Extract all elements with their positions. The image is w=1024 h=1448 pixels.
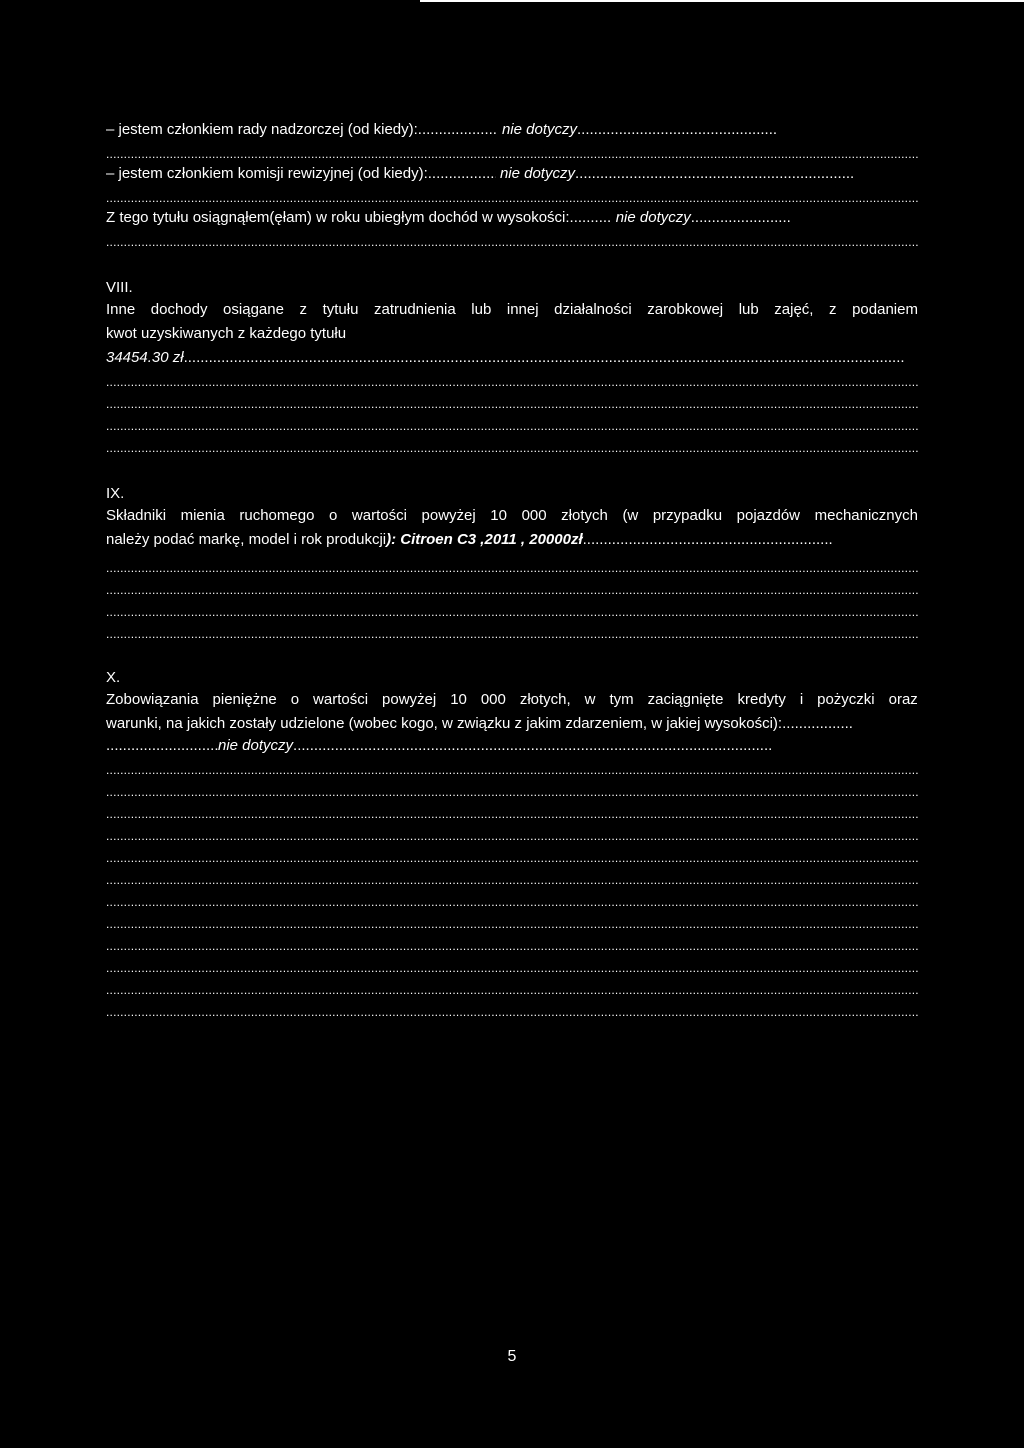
word: dochody xyxy=(150,301,208,318)
dotted-line xyxy=(106,984,918,996)
word: pojazdów xyxy=(736,507,801,524)
dotted-line xyxy=(106,420,918,432)
word: innej xyxy=(506,301,539,318)
word: wartości xyxy=(313,691,369,708)
word: pożyczki xyxy=(817,691,875,708)
komisja-rewizyjna-value: nie dotyczy xyxy=(499,165,575,182)
word: oraz xyxy=(888,691,918,708)
word: powyżej xyxy=(382,691,437,708)
section-x-line2-text: warunki, na jakich zostały udzielone (wobec kogo, w związku z jakim zdarzeniem, w jakiej wysokości): xyxy=(106,715,783,732)
dotted-line xyxy=(106,584,918,596)
section-x-line2 xyxy=(106,712,918,736)
word: pieniężne xyxy=(212,691,277,708)
dotted-line xyxy=(106,896,918,908)
dot-leader xyxy=(782,712,852,736)
word: o xyxy=(329,507,338,524)
word: tytułu xyxy=(322,301,359,318)
section-x-text xyxy=(106,688,918,736)
section-ix-line2 xyxy=(106,528,918,552)
word: 000 xyxy=(521,507,547,524)
dotted-line xyxy=(106,918,918,930)
dotted-line xyxy=(106,852,918,864)
word: 10 xyxy=(490,507,507,524)
dotted-line xyxy=(106,830,918,842)
section-x-value-line xyxy=(106,736,918,756)
word: Składniki xyxy=(106,507,167,524)
dotted-line xyxy=(106,442,918,454)
word: lub xyxy=(471,301,492,318)
word: tym xyxy=(609,691,634,708)
dochod-line xyxy=(106,208,918,228)
dochod-label: Z tego tytułu osiągnąłem(ęłam) w roku ubiegłym dochód w wysokości: xyxy=(106,209,570,226)
section-x-line1 xyxy=(106,688,918,712)
section-ix-number: IX. xyxy=(106,485,125,502)
word: mienia xyxy=(180,507,225,524)
section-viii-value-line xyxy=(106,348,918,368)
dotted-line xyxy=(106,1006,918,1018)
dotted-line xyxy=(106,764,918,776)
word: zarobkowej xyxy=(647,301,724,318)
rada-nadzorcza-label: – jestem członkiem rady nadzorczej (od kiedy): xyxy=(106,121,418,138)
dotted-line xyxy=(106,962,918,974)
dotted-line xyxy=(106,562,918,574)
word: działalności xyxy=(554,301,632,318)
word: wartości xyxy=(351,507,407,524)
dochod-value: nie dotyczy xyxy=(615,209,691,226)
dot-leader xyxy=(184,348,904,368)
word: kredyty xyxy=(737,691,786,708)
dotted-line xyxy=(106,808,918,820)
section-viii-line2: kwot uzyskiwanych z każdego tytułu xyxy=(106,325,347,342)
word: Zobowiązania xyxy=(106,691,199,708)
word: w xyxy=(584,691,596,708)
dotted-line xyxy=(106,874,918,886)
dotted-line xyxy=(106,940,918,952)
section-ix-value: ): Citroen C3 ,2011 , 20000zł xyxy=(386,531,583,548)
dot-leader xyxy=(575,164,855,184)
section-ix-text xyxy=(106,504,918,552)
section-x-number: X. xyxy=(106,669,121,686)
section-viii-number: VIII. xyxy=(106,279,133,296)
word: podaniem xyxy=(852,301,918,318)
word: (w xyxy=(622,507,639,524)
section-x-value: nie dotyczy xyxy=(218,737,294,754)
word: o xyxy=(290,691,300,708)
word: lub xyxy=(738,301,759,318)
word: ruchomego xyxy=(239,507,315,524)
dot-leader xyxy=(428,164,496,184)
section-viii-line1 xyxy=(106,298,918,322)
rada-nadzorcza-value: nie dotyczy xyxy=(501,121,578,138)
dotted-line xyxy=(106,786,918,798)
dotted-line xyxy=(106,192,918,204)
word: złotych xyxy=(561,507,608,524)
top-rule xyxy=(420,0,1024,2)
dot-leader xyxy=(418,120,498,140)
dot-leader xyxy=(293,736,773,756)
dotted-line xyxy=(106,236,918,248)
word: i xyxy=(799,691,804,708)
komisja-rewizyjna-label: – jestem członkiem komisji rewizyjnej (od kiedy): xyxy=(106,165,428,182)
dotted-line xyxy=(106,398,918,410)
dotted-line xyxy=(106,606,918,618)
section-viii-value: 34454.30 zł xyxy=(106,349,184,366)
word: mechanicznych xyxy=(814,507,918,524)
word: zaciągnięte xyxy=(647,691,724,708)
word: zajęć, xyxy=(774,301,814,318)
page-number: 5 xyxy=(507,1348,517,1365)
rada-nadzorcza-line xyxy=(106,120,918,140)
dot-leader xyxy=(577,120,777,140)
dot-leader xyxy=(570,208,612,228)
word: złotych, xyxy=(519,691,571,708)
dot-leader xyxy=(583,528,833,552)
dotted-line xyxy=(106,376,918,388)
word: przypadku xyxy=(652,507,723,524)
dotted-line xyxy=(106,628,918,640)
word: z xyxy=(299,301,307,318)
word: Inne xyxy=(106,301,136,318)
section-ix-line1 xyxy=(106,504,918,528)
dot-leader xyxy=(691,208,791,228)
word: 10 xyxy=(450,691,467,708)
word: zatrudnienia xyxy=(373,301,456,318)
section-viii-text xyxy=(106,298,918,346)
komisja-rewizyjna-line xyxy=(106,164,918,184)
word: z xyxy=(829,301,837,318)
word: powyżej xyxy=(421,507,476,524)
word: 000 xyxy=(480,691,506,708)
word: osiągane xyxy=(223,301,284,318)
dot-leader xyxy=(106,736,218,756)
section-ix-line2-text: należy podać markę, model i rok produkcji xyxy=(106,531,387,548)
dotted-line xyxy=(106,148,918,160)
